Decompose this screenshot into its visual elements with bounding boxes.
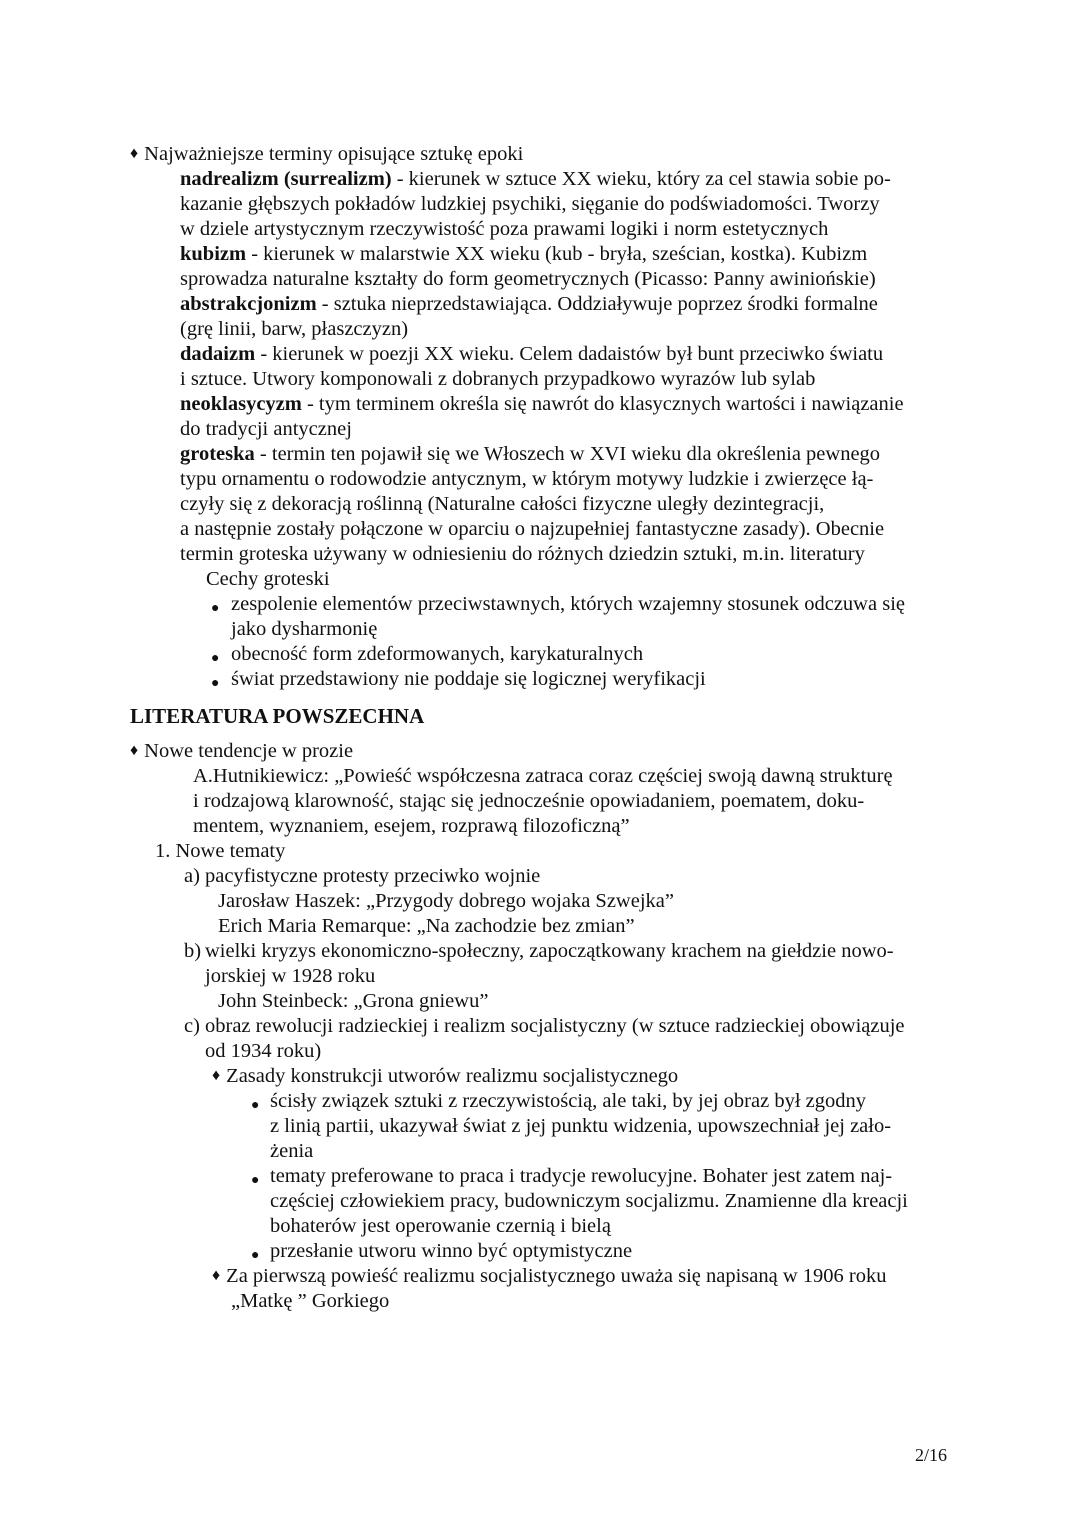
dada-line-2: i sztuce. Utwory komponowali z dobranych przypadkowo wyrazów lub sylab [180,368,816,390]
item-b-line-1: wielki kryzys ekonomiczno-społeczny, zapoczątkowany krachem na giełdzie nowo- [205,940,894,962]
prose-heading: ♦ Nowe tendencje w prozie [130,740,354,762]
item-c-line-1: obraz rewolucji radzieckiej i realizm socjalistyczny (w sztuce radzieckiej obowiązuje [205,1015,905,1037]
first-novel-line-1: ♦ Za pierwszą powieść realizmu socjalistycznego uważa się napisaną w 1906 roku [212,1265,887,1287]
rule-2-line-2: częściej człowiekiem pracy, budowniczym socjalizmu. Znamienne dla kreacji [270,1190,908,1212]
quote-line-2: i rodzajową klarowność, stając się jednocześnie opowiadaniem, poematem, doku- [193,790,865,812]
neoclassicism-line-2: do tradycji antycznej [180,418,352,440]
abstraction-line-1: abstrakcjonizm - sztuka nieprzedstawiająca. Oddziaływuje poprzez środki formalne [180,293,878,315]
section-title: LITERATURA POWSZECHNA [130,704,425,728]
item-c-label: c) [184,1015,200,1037]
item-b-line-2: jorskiej w 1928 roku [205,965,376,987]
dada-term: dadaizm [180,343,256,365]
item-c-line-2: od 1934 roku) [205,1040,322,1062]
grotesque-features-heading: Cechy groteski [206,568,330,590]
grotesque-feature-1-line-1: zespolenie elementów przeciwstawnych, których wzajemny stosunek odczuwa się [231,593,905,615]
page-number: 2/16 [915,1445,948,1465]
cubism-term: kubizm [180,243,247,265]
item-a-label: a) [184,865,200,887]
bullet-dot-icon: ● [251,1248,260,1263]
surrealism-line-2: kazanie głębszych pokładów ludzkiej psychiki, sięganie do podświadomości. Tworzy [180,193,880,215]
item-b-work-1: John Steinbeck: „Grona gniewu” [218,990,489,1012]
diamond-bullet-icon: ♦ [212,1067,221,1084]
bullet-dot-icon: ● [211,651,220,666]
grotesque-line-2: typu ornamentu o rodowodzie antycznym, w którym motywy ludzkie i zwierzęce łą- [180,468,874,490]
diamond-bullet-icon: ♦ [130,145,139,162]
art-terms-heading: ♦ Najważniejsze terminy opisujące sztukę epoki [130,143,524,165]
cubism-line-1: kubizm - kierunek w malarstwie XX wieku (kub - bryła, sześcian, kostka). Kubizm [180,243,868,265]
surrealism-term: nadrealizm (surrealizm) [180,168,392,190]
grotesque-term: groteska [180,443,255,465]
rule-1-line-3: żenia [270,1140,314,1162]
grotesque-feature-2: obecność form zdeformowanych, karykaturalnych [231,643,644,665]
item-b-label: b) [184,940,202,962]
grotesque-line-4: a następnie zostały połączone w oparciu o najzupełniej fantastyczne zasady). Obecnie [180,518,885,540]
bullet-dot-icon: ● [211,601,220,616]
rule-2-line-3: bohaterów jest operowanie czernią i bielą [270,1215,611,1237]
rule-1-line-1: ścisły związek sztuki z rzeczywistością, ale taki, by jej obraz był zgodny [270,1090,866,1112]
bullet-dot-icon: ● [211,676,220,691]
grotesque-line-1: groteska - termin ten pojawił się we Włoszech w XVI wieku dla określenia pewnego [180,443,881,465]
neoclassicism-term: neoklasycyzm [180,393,302,415]
grotesque-line-5: termin groteska używany w odniesieniu do różnych dziedzin sztuki, m.in. literatury [180,543,865,565]
abstraction-term: abstrakcjonizm [180,293,317,315]
item-a-text: pacyfistyczne protesty przeciwko wojnie [205,865,541,887]
surrealism-line-1: nadrealizm (surrealizm) - kierunek w sztuce XX wieku, który za cel stawia sobie po- [180,168,891,190]
diamond-bullet-icon: ♦ [130,742,139,759]
rule-1-line-2: z linią partii, ukazywał świat z jej punktu widzenia, upowszechniał jej zało- [270,1115,892,1137]
bullet-dot-icon: ● [251,1173,260,1188]
rules-heading: ♦ Zasady konstrukcji utworów realizmu socjalistycznego [212,1065,679,1087]
bullet-dot-icon: ● [251,1098,260,1113]
grotesque-feature-1-line-2: jako dysharmonię [231,618,378,640]
abstraction-line-2: (grę linii, barw, płaszczyzn) [180,318,409,340]
item-a-work-1: Jarosław Haszek: „Przygody dobrego wojaka Szwejka” [218,890,674,912]
new-topics-heading: 1. Nowe tematy [155,840,286,862]
grotesque-feature-3: świat przedstawiony nie poddaje się logicznej weryfikacji [231,668,706,690]
surrealism-line-3: w dziele artystycznym rzeczywistość poza prawami logiki i norm estetycznych [180,218,829,240]
first-novel-line-2: „Matkę ” Gorkiego [231,1290,390,1312]
dada-line-1: dadaizm - kierunek w poezji XX wieku. Celem dadaistów był bunt przeciwko światu [180,343,884,365]
item-a-work-2: Erich Maria Remarque: „Na zachodzie bez zmian” [218,915,635,937]
cubism-line-2: sprowadza naturalne kształty do form geometrycznych (Picasso: Panny awiniońskie) [180,268,876,290]
diamond-bullet-icon: ♦ [212,1267,221,1284]
quote-line-1: A.Hutnikiewicz: „Powieść współczesna zatraca coraz częściej swoją dawną strukturę [193,765,893,787]
quote-line-3: mentem, wyznaniem, esejem, rozprawą filozoficzną” [193,815,630,837]
grotesque-line-3: czyły się z dekoracją roślinną (Naturalne całości fizyczne uległy dezintegracji, [180,493,825,515]
neoclassicism-line-1: neoklasycyzm - tym terminem określa się nawrót do klasycznych wartości i nawiązanie [180,393,904,415]
rule-3: przesłanie utworu winno być optymistyczne [270,1240,633,1262]
rule-2-line-1: tematy preferowane to praca i tradycje rewolucyjne. Bohater jest zatem naj- [270,1165,893,1187]
